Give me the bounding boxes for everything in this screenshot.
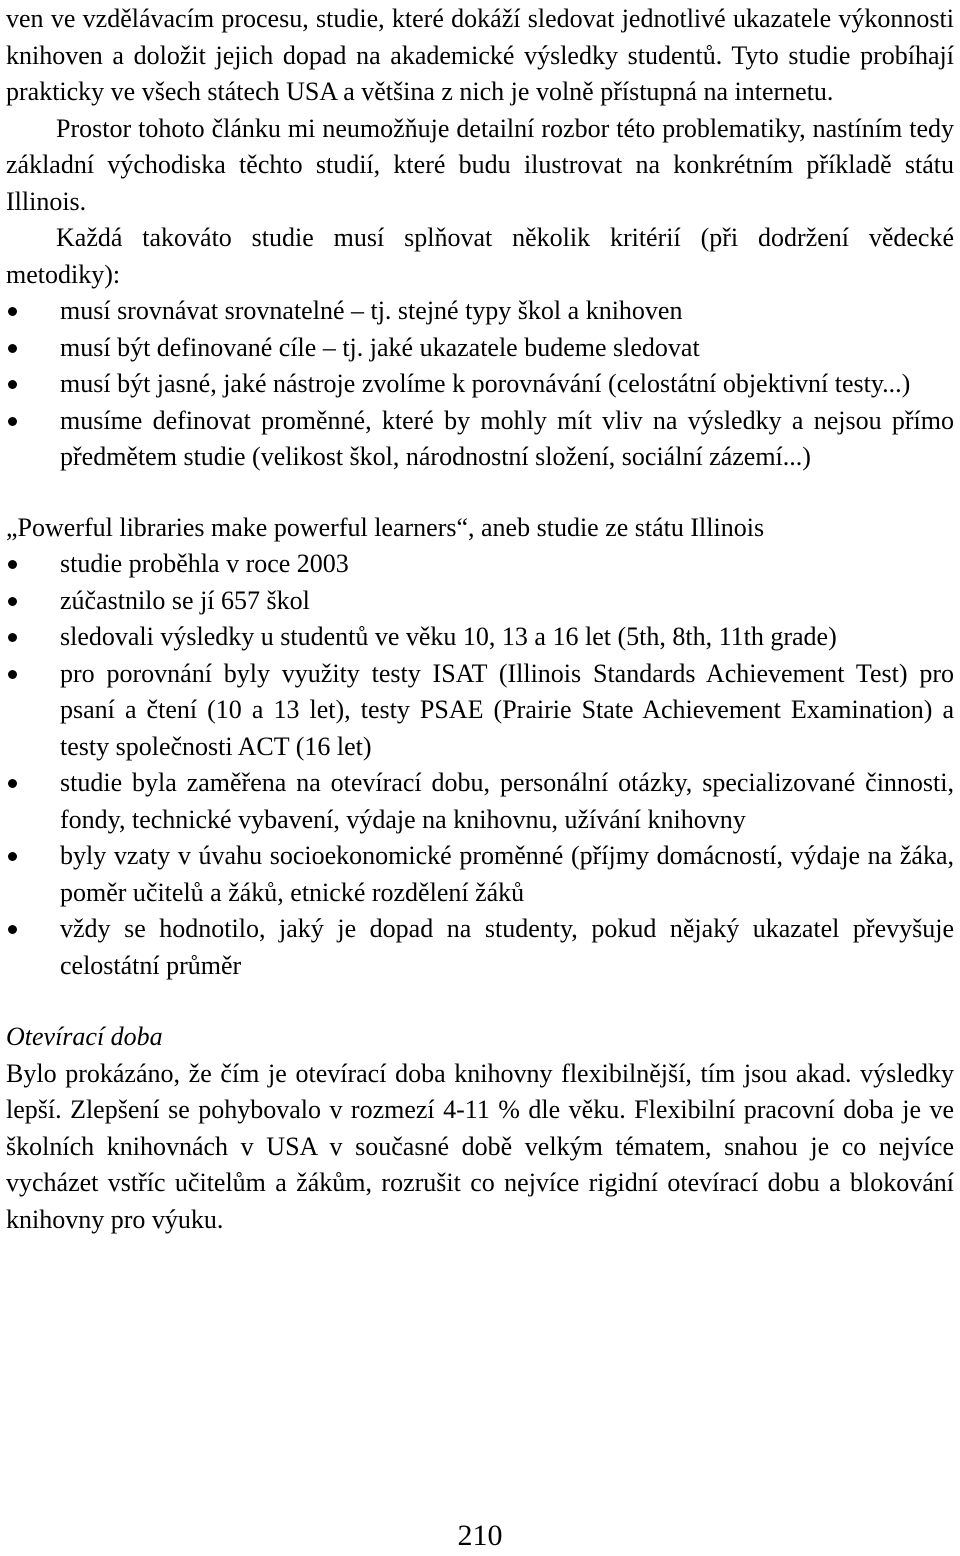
criteria-intro-paragraph: Každá takováto studie musí splňovat několik kritérií (při dodržení vědecké metodiky):: [6, 223, 954, 289]
list-item-text: musí být jasné, jaké nástroje zvolíme k porovnávání (celostátní objektivní testy...): [60, 369, 911, 398]
list-item: [6, 583, 954, 620]
criteria-list: [6, 293, 954, 476]
bullet-icon: [8, 670, 17, 679]
bullet-icon: [8, 560, 17, 569]
bullet-icon: [8, 597, 17, 606]
bullet-icon: [8, 380, 17, 389]
bullet-icon: [8, 779, 17, 788]
bullet-icon: [8, 633, 17, 642]
list-item-text: zúčastnilo se jí 657 škol: [60, 585, 310, 615]
list-item: [6, 911, 954, 984]
list-item-text: studie byla zaměřena na otevírací dobu, personální otázky, specializované činnosti, fondy, technické vybavení, výdaje na knihovnu, užívání knihovny: [60, 768, 954, 834]
list-item: [6, 656, 954, 766]
bullet-icon: [8, 344, 17, 353]
bullet-icon: [8, 925, 17, 934]
study-heading: „Powerful libraries make powerful learners“, aneb studie ze státu Illinois: [6, 512, 765, 542]
list-item: [6, 293, 954, 330]
opening-hours-paragraph: Bylo prokázáno, že čím je otevírací doba knihovny flexibilnější, tím jsou akad. výsledky lepší. Zlepšení se pohybovalo v rozmezí 4-11 % dle věku. Flexibilní pracovní doba je ve školních knihovnách v USA v současné době velkým tématem, snahou je co nejvíce vycházet vstříc učitelům a žákům, rozrušit co nejvíce rigidní otevírací dobu a blokování knihovny pro výuku.: [6, 1058, 954, 1234]
document-page: [6, 1, 954, 1238]
list-item-text: musí být definované cíle – tj. jaké ukazatele budeme sledovat: [60, 332, 700, 362]
list-item: [6, 619, 954, 656]
scope-paragraph: Prostor tohoto článku mi neumožňuje detailní rozbor této problematiky, nastíním tedy základní východiska těchto studií, které budu ilustrovat na konkrétním příkladě státu Illinois.: [6, 113, 954, 216]
page-number: 210: [457, 1519, 503, 1552]
list-item-text: pro porovnání byly využity testy ISAT (Illinois Standards Achievement Test) pro psaní a čtení (10 a 13 let), testy PSAE (Prairie State Achievement Examination) a testy společnosti ACT (16 let): [60, 658, 954, 761]
list-item-text: studie proběhla v roce 2003: [60, 549, 349, 578]
list-item-text: musí srovnávat srovnatelné – tj. stejné typy škol a knihoven: [60, 296, 683, 325]
list-item: [6, 765, 954, 838]
intro-paragraph: ven ve vzdělávacím procesu, studie, které dokáží sledovat jednotlivé ukazatele výkonnosti knihoven a doložit jejich dopad na akademické výsledky studentů. Tyto studie probíhají prakticky ve všech státech USA a většina z nich je volně přístupná na internetu.: [6, 4, 954, 106]
list-item: [6, 838, 954, 911]
bullet-icon: [8, 307, 17, 316]
list-item: [6, 546, 954, 583]
bullet-icon: [8, 852, 17, 861]
list-item-text: musíme definovat proměnné, které by mohly mít vliv na výsledky a nejsou přímo předmětem studie (velikost škol, národnostní složení, sociální zázemí...): [60, 405, 954, 471]
bullet-icon: [8, 417, 17, 426]
list-item-text: sledovali výsledky u studentů ve věku 10, 13 a 16 let (5th, 8th, 11th grade): [60, 622, 837, 651]
list-item: [6, 366, 954, 403]
list-item: [6, 330, 954, 367]
list-item-text: byly vzaty v úvahu socioekonomické proměnné (příjmy domácností, výdaje na žáka, poměr učitelů a žáků, etnické rozdělení žáků: [60, 841, 954, 907]
section-heading-opening-hours: Otevírací doba: [6, 1022, 163, 1051]
study-list: [6, 546, 954, 984]
list-item-text: vždy se hodnotilo, jaký je dopad na studenty, pokud nějaký ukazatel převyšuje celostátní průměr: [60, 914, 954, 980]
list-item: [6, 403, 954, 476]
